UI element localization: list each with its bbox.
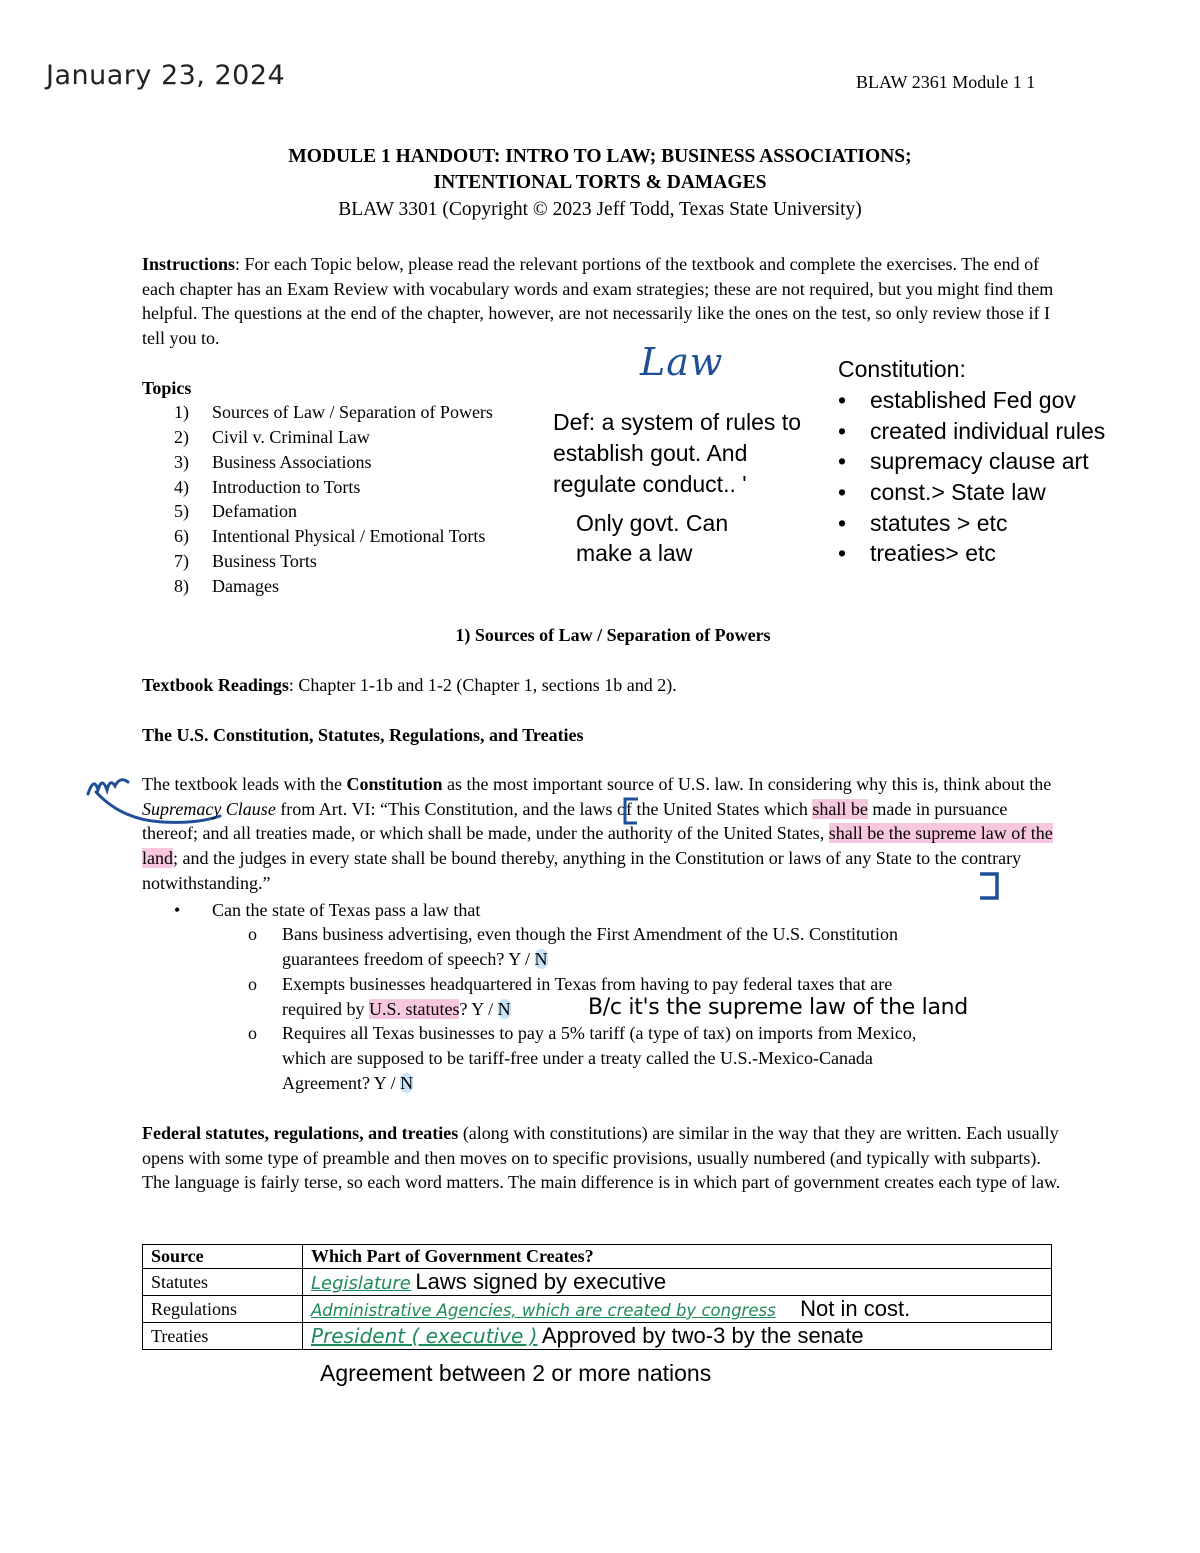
answer-n-selected[interactable]: N <box>497 999 511 1019</box>
constitution-note-heading: Constitution: <box>838 356 966 382</box>
federal-statutes-paragraph: Federal statutes, regulations, and treaties (along with constitutions) are similar in the way that they are written. Each usually opens with some type of preamble and then moves on to specific provisions, usually numbered (and typically with subparts). The language is fairly terse, so each word matters. The main difference is in which part of government creates each type of law. <box>142 1123 1061 1193</box>
constitution-paragraph: The textbook leads with the Constitution as the most important source of U.S. law. In considering why this is, think about the Supremacy Clause from Art. VI: “This Constitution, and the laws of the United States which shall be made in pursuance thereof; and all treaties made, or which shall be made, under the authority of the United States, shall be the supreme law of the land; and the judges in every state shall be bound thereby, anything in the Constitution or laws of any State to the contrary notwithstanding.” <box>142 774 1053 893</box>
table-cell-source: Treaties <box>143 1323 303 1350</box>
answer-n-selected[interactable]: N <box>534 949 548 969</box>
instructions-text: : For each Topic below, please read the relevant portions of the textbook and complete the exercises. The end of each chapter has an Exam Review with vocabulary words and exam strategies; these are not required, but you might find them helpful. The questions at the end of the chapter, however, are not necessarily like the ones on the test, so only review those if I tell you to. <box>142 254 1054 349</box>
topic-item: 8) Damages <box>174 576 279 596</box>
topic-item: 6) Intentional Physical / Emotional Torts <box>174 526 486 546</box>
running-head: BLAW 2361 Module 1 1 <box>856 72 1036 92</box>
document-title-line-2: INTENTIONAL TORTS & DAMAGES <box>433 172 767 193</box>
table-header-row <box>143 1245 1052 1269</box>
table-row <box>143 1323 1052 1350</box>
sub-question-1-cont: guarantees freedom of speech? Y / N <box>282 949 548 969</box>
document-subtitle: BLAW 3301 (Copyright © 2023 Jeff Todd, Texas State University) <box>338 199 862 220</box>
blue-close-bracket <box>976 870 1004 902</box>
topic-item: 5) Defamation <box>174 501 297 521</box>
government-source-table <box>142 1244 1052 1350</box>
constitution-note-item: • created individual rules <box>838 418 1106 444</box>
table-row <box>143 1296 1052 1323</box>
definition-note-line-2: establish gout. And <box>553 440 748 466</box>
handwritten-date: January 23, 2024 <box>46 60 286 91</box>
sub-question-1: o Bans business advertising, even though the First Amendment of the U.S. Constitution <box>248 924 898 944</box>
section-1-heading: 1) Sources of Law / Separation of Powers <box>455 625 771 645</box>
sub-question-3: o Requires all Texas businesses to pay a 5% tariff (a type of tax) on imports from Mexico, <box>248 1023 917 1043</box>
textbook-readings-line: Textbook Readings: Chapter 1-1b and 1-2 (Chapter 1, sections 1b and 2). <box>142 675 677 695</box>
answer-n-selected[interactable]: N <box>400 1073 414 1093</box>
constitution-subheading: The U.S. Constitution, Statutes, Regulations, and Treaties <box>142 725 584 745</box>
document-title-line-1: MODULE 1 HANDOUT: INTRO TO LAW; BUSINESS ASSOCIATIONS; <box>288 146 912 167</box>
instructions-paragraph <box>142 252 1062 351</box>
table-row <box>143 1269 1052 1296</box>
agreement-note: Agreement between 2 or more nations <box>320 1360 712 1386</box>
topic-item: 3) Business Associations <box>174 452 372 472</box>
handwritten-law-word: Law <box>640 340 724 384</box>
only-govt-note-line-1: Only govt. Can <box>576 510 729 536</box>
constitution-note-item: • established Fed gov <box>838 387 1076 413</box>
table-header-source: Source <box>143 1245 303 1269</box>
table-cell-answer[interactable]: Legislature Laws signed by executive <box>303 1269 1052 1296</box>
table-cell-answer[interactable]: Administrative Agencies, which are created by congress Not in cost. <box>303 1296 1052 1323</box>
blue-open-bracket <box>620 796 644 826</box>
only-govt-note-line-2: make a law <box>576 540 693 566</box>
sub-question-3-cont: Agreement? Y / N <box>282 1073 414 1093</box>
instructions-label: Instructions <box>142 254 236 274</box>
table-header-creates: Which Part of Government Creates? <box>303 1245 1052 1269</box>
topic-item: 7) Business Torts <box>174 551 317 571</box>
highlight-us-statutes: U.S. statutes <box>368 999 460 1019</box>
handwritten-bc-note: B/c it's the supreme law of the land <box>588 995 968 1020</box>
topic-item: 4) Introduction to Torts <box>174 477 361 497</box>
sub-question-2: o Exempts businesses headquartered in Texas from having to pay federal taxes that are <box>248 974 893 994</box>
definition-note-line-1: Def: a system of rules to <box>553 409 801 435</box>
definition-note-line-3: regulate conduct.. ' <box>553 471 747 497</box>
sub-question-3-cont: which are supposed to be tariff-free under a treaty called the U.S.-Mexico-Canada <box>282 1048 873 1068</box>
sub-question-2-cont: required by U.S. statutes? Y / N <box>282 999 511 1019</box>
constitution-note-item: • statutes > etc <box>838 510 1008 536</box>
topic-item: 1) Sources of Law / Separation of Powers <box>174 402 493 422</box>
constitution-note-item: • treaties> etc <box>838 540 996 566</box>
topic-item: 2) Civil v. Criminal Law <box>174 427 370 447</box>
table-cell-source: Statutes <box>143 1269 303 1296</box>
bullet-question: • Can the state of Texas pass a law that <box>174 900 481 920</box>
table-cell-answer[interactable]: President ( executive ) Approved by two-3 by the senate <box>303 1323 1052 1350</box>
constitution-note-item: • supremacy clause art <box>838 448 1089 474</box>
highlight-supreme-law: shall be the supreme law of the land <box>142 823 1053 869</box>
table-cell-source: Regulations <box>143 1296 303 1323</box>
constitution-note-item: • const.> State law <box>838 479 1046 505</box>
topics-heading: Topics <box>142 378 192 398</box>
highlight-shall-be: shall be <box>812 798 868 819</box>
